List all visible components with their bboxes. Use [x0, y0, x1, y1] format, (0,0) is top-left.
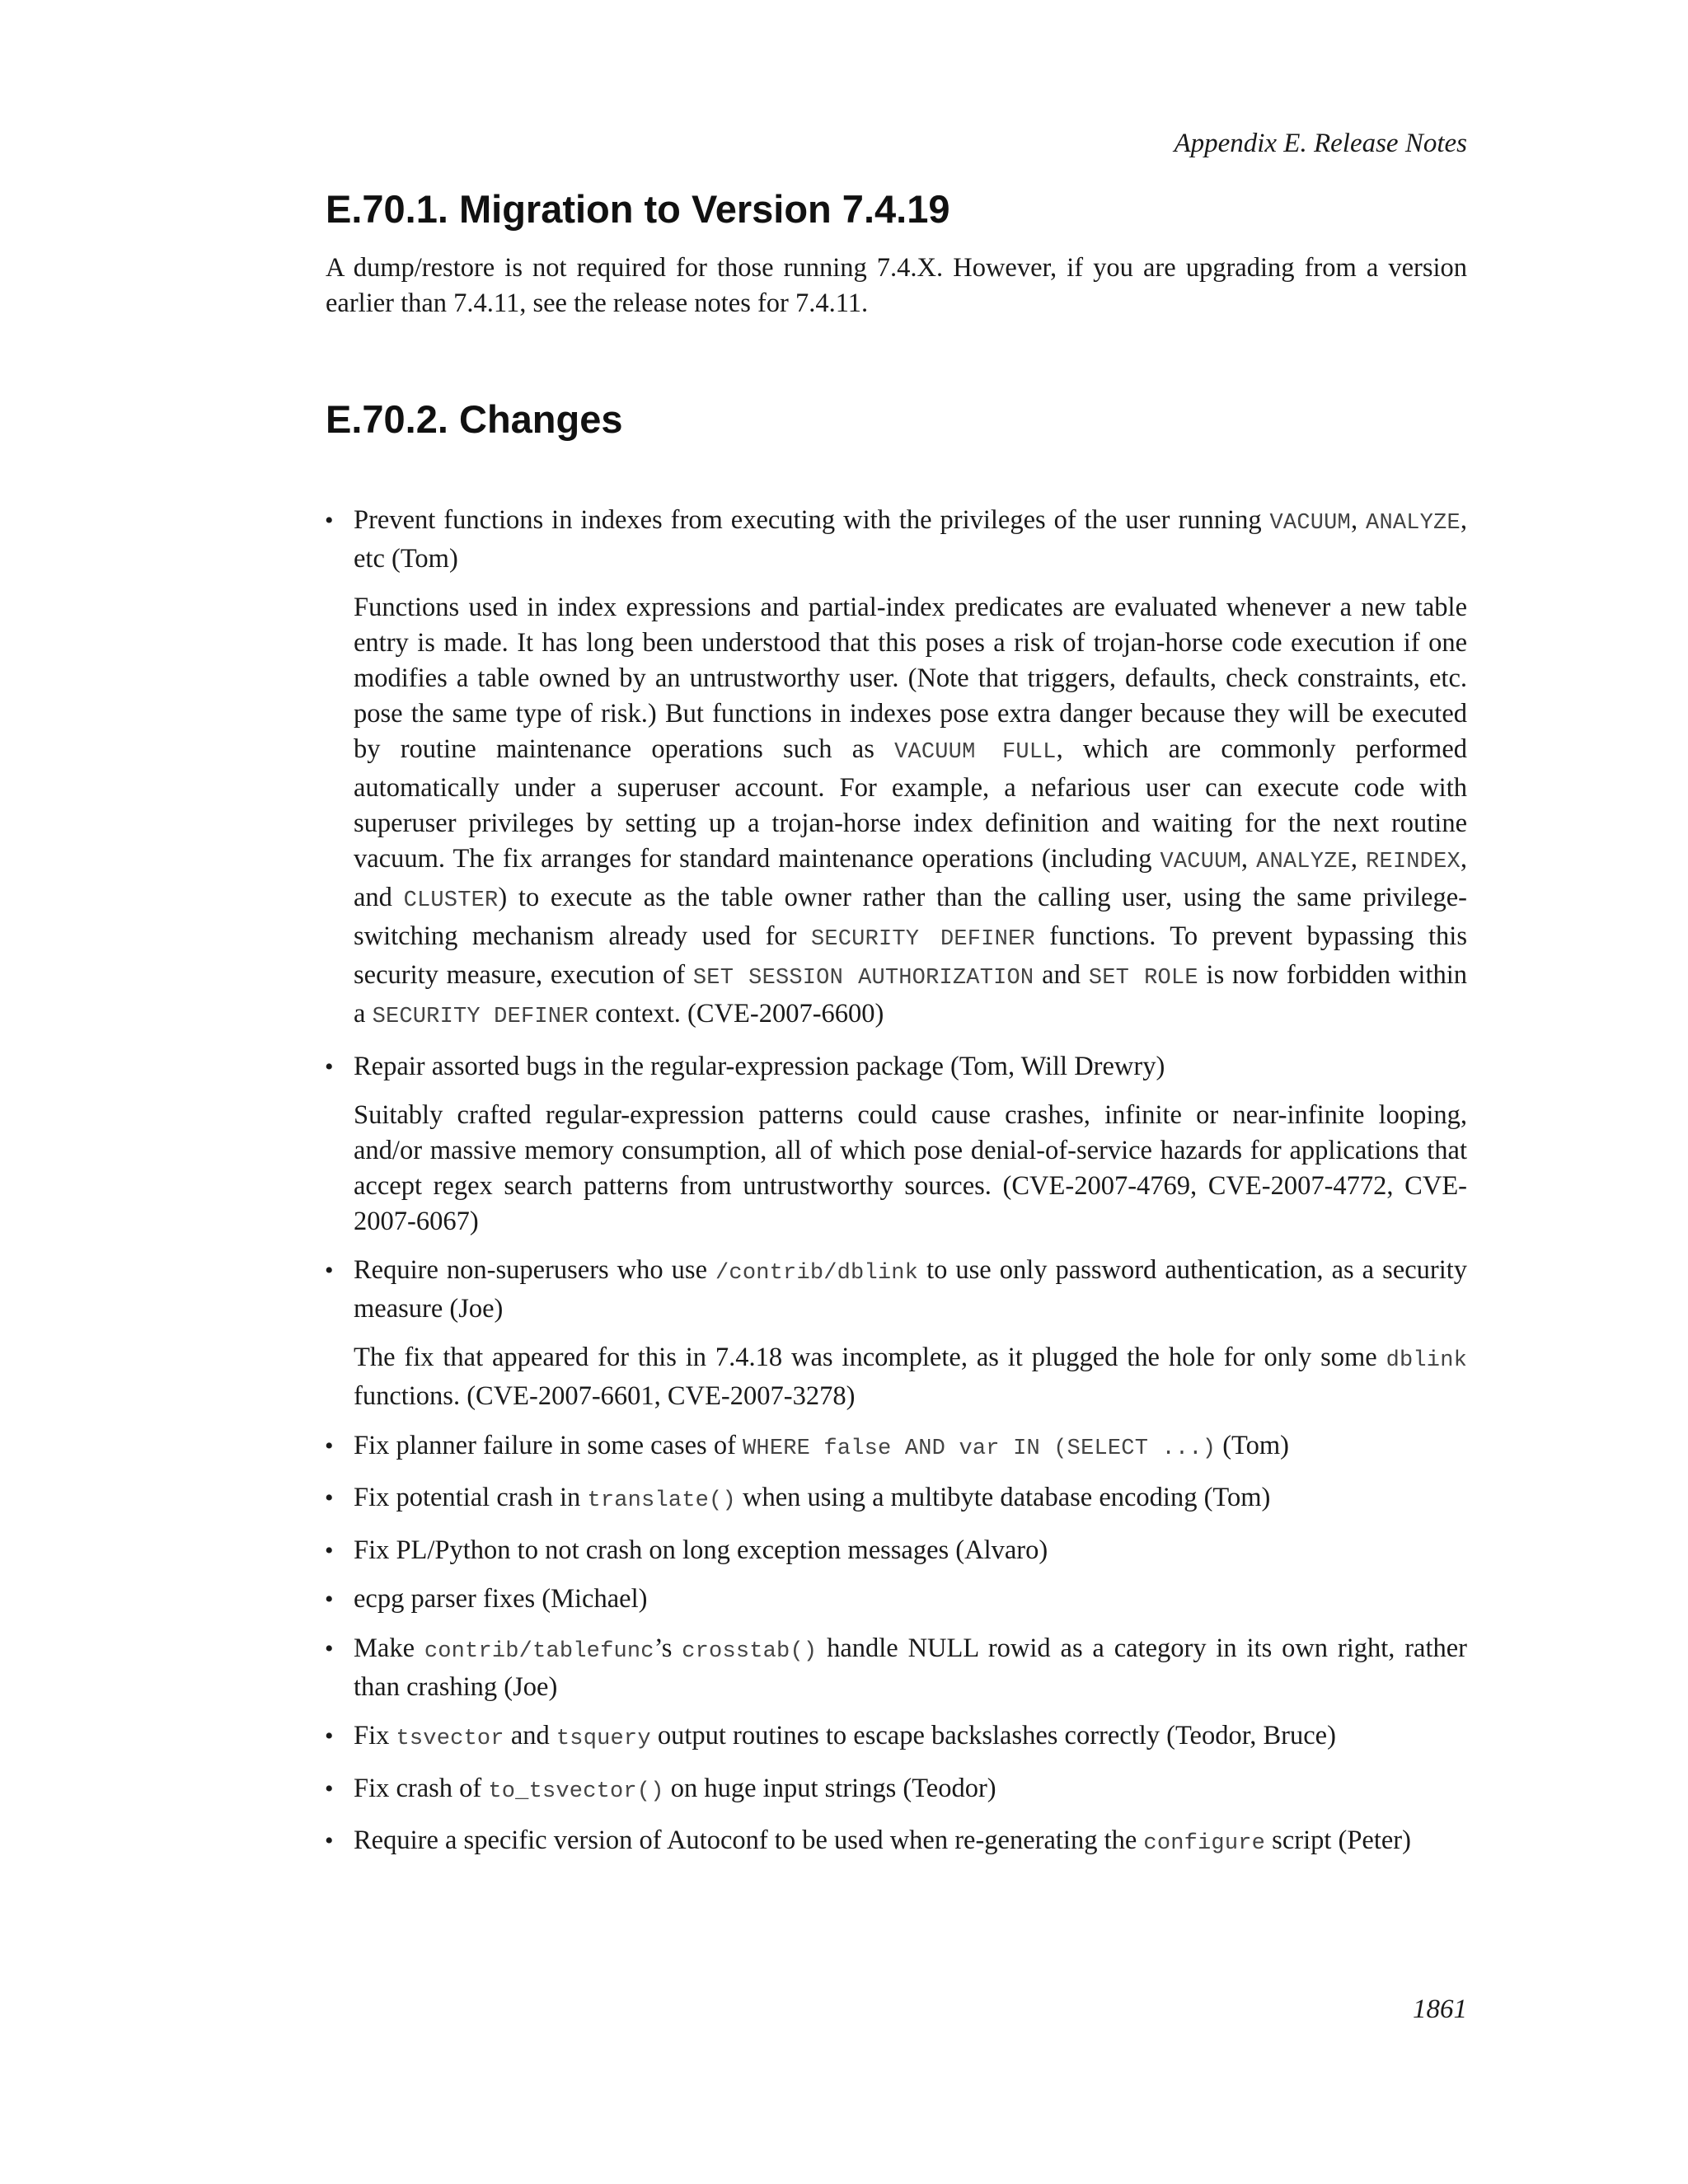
change-item [326, 1480, 1467, 1519]
text-run: The fix that appeared for this in 7.4.18 was incomplete, as it plugged the hole for only some [354, 1343, 1386, 1372]
text-run: context. (CVE-2007-6600) [588, 999, 884, 1029]
change-item [326, 1771, 1467, 1810]
code-literal: ANALYZE [1256, 850, 1351, 874]
change-summary [354, 1533, 1467, 1568]
code-literal: ANALYZE [1366, 511, 1461, 536]
change-item [326, 1428, 1467, 1467]
section-heading-migration: E.70.1. Migration to Version 7.4.19 [326, 187, 950, 231]
change-item [326, 1253, 1467, 1414]
bullet-icon: • [325, 1827, 334, 1854]
change-item [326, 1718, 1467, 1757]
change-item [326, 1582, 1467, 1617]
change-summary [354, 1253, 1467, 1327]
migration-paragraph: A dump/restore is not required for those running 7.4.X. However, if you are upgrading from a version earlier than 7.4.11, see the release notes for 7.4.11. [326, 253, 1467, 318]
text-run: to use only password authentication, as a security measure (Joe) [354, 1255, 1468, 1324]
code-literal: SET SESSION AUTHORIZATION [692, 966, 1034, 991]
text-run: Fix planner failure in some cases of [354, 1430, 743, 1460]
change-item [326, 1631, 1467, 1705]
bullet-icon: • [325, 1634, 334, 1662]
code-literal: tsvector [396, 1727, 504, 1751]
text-run: output routines to escape backslashes correctly (Teodor, Bruce) [650, 1721, 1336, 1750]
text-run: Make [354, 1633, 424, 1663]
text-run: (Tom) [1216, 1430, 1289, 1460]
page-number: 1861 [1413, 1994, 1467, 2024]
text-run: Require a specific version of Autoconf to be used when re-generating the [354, 1825, 1144, 1855]
change-item [326, 1049, 1467, 1240]
bullet-icon: • [325, 1432, 334, 1460]
text-run: when using a multibyte database encoding (Tom) [735, 1483, 1271, 1512]
change-summary [354, 1582, 1467, 1617]
bullet-icon: • [325, 1536, 334, 1564]
text-run: , etc (Tom) [354, 505, 1467, 574]
change-summary [354, 1631, 1467, 1705]
text-run: Fix PL/Python to not crash on long exception messages (Alvaro) [354, 1535, 1048, 1565]
change-summary [354, 1771, 1467, 1810]
text-run: and [1034, 960, 1089, 990]
code-literal: SECURITY DEFINER [810, 927, 1035, 952]
text-run: Prevent functions in indexes from executing with the privileges of the user running [354, 505, 1270, 535]
code-literal: WHERE false AND var IN (SELECT ...) [743, 1436, 1217, 1461]
change-item [326, 1823, 1467, 1862]
bullet-icon: • [325, 1722, 334, 1750]
code-literal: configure [1143, 1831, 1266, 1856]
text-run: script (Peter) [1265, 1825, 1411, 1855]
text-run: is now forbidden within a [354, 960, 1467, 1029]
change-summary [354, 1480, 1467, 1519]
code-literal: VACUUM [1269, 511, 1351, 536]
text-run: , and [354, 844, 1468, 912]
change-summary [354, 1428, 1467, 1467]
bullet-icon: • [325, 1052, 334, 1080]
text-run: ) to execute as the table owner rather than the calling user, using the same privilege-switching mechanism already used for [354, 883, 1467, 951]
text-run: on huge input strings (Teodor) [663, 1773, 996, 1803]
bullet-icon: • [325, 507, 334, 534]
change-item [326, 503, 1467, 1035]
bullet-icon: • [325, 1774, 334, 1802]
bullet-icon: • [325, 1586, 334, 1613]
text-run: handle NULL rowid as a category in its own right, rather than crashing (Joe) [354, 1633, 1467, 1702]
text-run: Fix [354, 1721, 396, 1750]
change-summary [354, 503, 1467, 577]
text-run: , which are commonly performed automatically under a superuser account. For example, a nefarious user can execute code with superuser privileges by setting up a trojan-horse index definition and waiting for the next routine vacuum. The fix arranges for standard maintenance operations (including [354, 734, 1467, 874]
text-run: Require non-superusers who use [354, 1255, 716, 1285]
text-run: , [1240, 844, 1257, 874]
change-detail [354, 1098, 1467, 1240]
text-run: and [504, 1721, 556, 1750]
section-heading-changes: E.70.2. Changes [326, 397, 623, 441]
code-literal: translate() [587, 1488, 736, 1513]
change-detail [354, 590, 1467, 1035]
change-summary [354, 1049, 1467, 1085]
code-literal: SECURITY DEFINER [372, 1005, 589, 1029]
text-run: Suitably crafted regular-expression patterns could cause crashes, infinite or near-infinite looping, and/or massive memory consumption, all of which pose denial-of-service hazards for applications that accept regex search patterns from untrustworthy sources. (CVE-2007-4769, CVE-2007-4772, CVE-2007-6067) [354, 1099, 1467, 1236]
text-run: ecpg parser fixes (Michael) [354, 1584, 648, 1614]
code-literal: tsquery [556, 1727, 651, 1751]
text-run: functions. To prevent bypassing this security measure, execution of [354, 921, 1467, 990]
code-literal: CLUSTER [403, 888, 499, 913]
text-run: Fix potential crash in [354, 1483, 588, 1512]
code-literal: VACUUM FULL [894, 740, 1057, 765]
change-detail [354, 1340, 1467, 1414]
change-summary [354, 1718, 1467, 1757]
text-run: Fix crash of [354, 1773, 489, 1803]
code-literal: contrib/tablefunc [424, 1638, 654, 1664]
text-run: functions. (CVE-2007-6601, CVE-2007-3278) [354, 1381, 856, 1411]
bullet-icon: • [325, 1257, 334, 1284]
text-run: , [1350, 844, 1367, 874]
bullet-icon: • [325, 1484, 334, 1511]
code-literal: dblink [1386, 1348, 1467, 1373]
code-literal: REINDEX [1366, 850, 1461, 874]
changes-list [326, 503, 1467, 1876]
text-run: Repair assorted bugs in the regular-expression package (Tom, Will Drewry) [354, 1051, 1165, 1081]
running-header: Appendix E. Release Notes [1174, 129, 1467, 158]
text-run: , [1350, 505, 1367, 535]
code-literal: SET ROLE [1088, 966, 1198, 991]
text-run: Functions used in index expressions and partial-index predicates are evaluated whenever a new table entry is made. It has long been understood that this poses a risk of trojan-horse code execution if one modifies a table owned by an untrustworthy user. (Note that triggers, defaults, check constraints, etc. pose the same type of risk.) But functions in indexes pose extra danger because they will be executed by routine maintenance operations such as [354, 593, 1467, 764]
text-run: ’s [654, 1633, 682, 1663]
code-literal: crosstab() [682, 1638, 818, 1664]
change-summary [354, 1823, 1467, 1862]
code-literal: /contrib/dblink [715, 1261, 919, 1286]
code-literal: to_tsvector() [488, 1779, 664, 1804]
code-literal: VACUUM [1160, 850, 1241, 874]
change-item [326, 1533, 1467, 1568]
